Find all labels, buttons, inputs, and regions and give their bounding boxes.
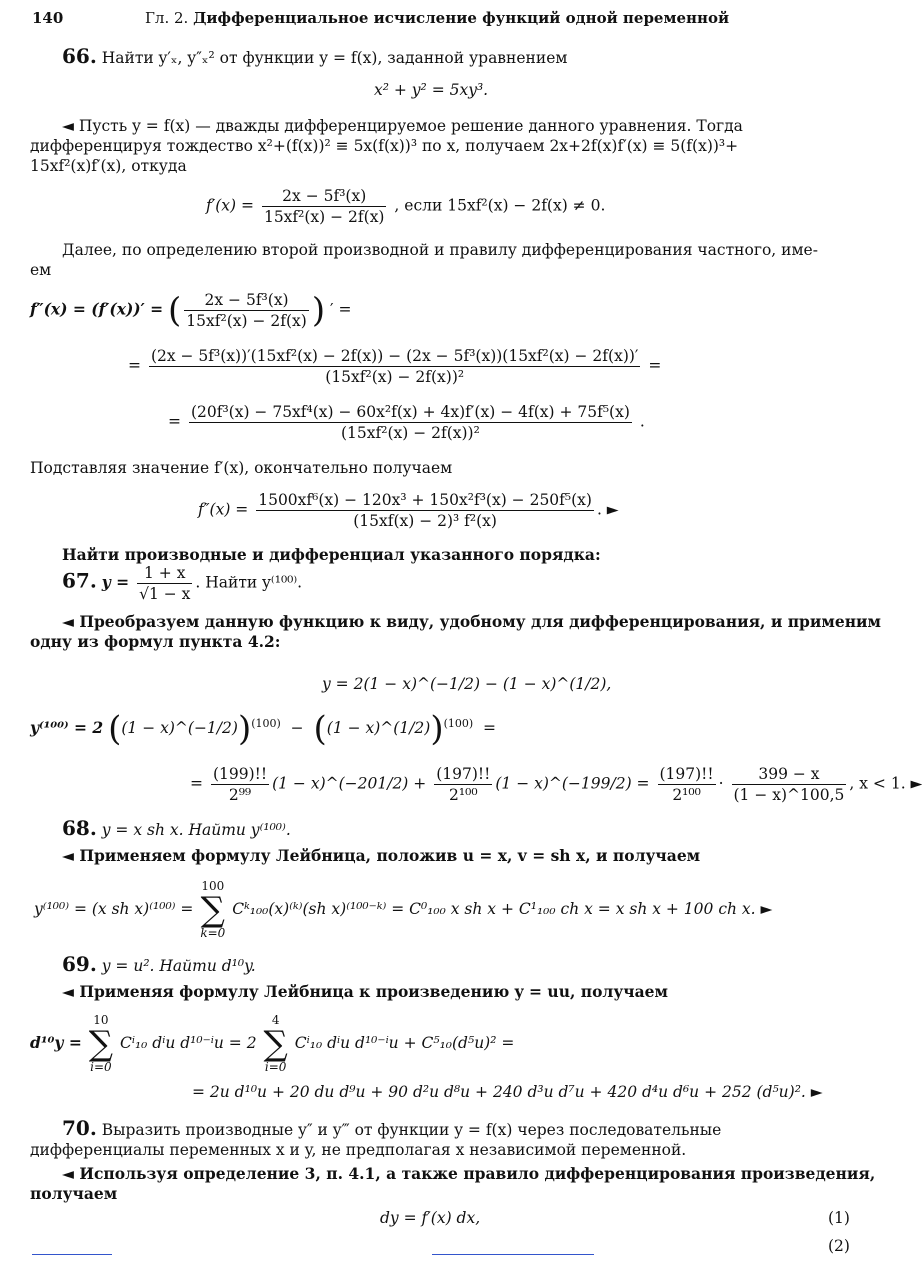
eq-67-1: y = 2(1 − x)^(−1/2) − (1 − x)^(1/2),: [322, 675, 612, 693]
solution-69: ◄ Применяя формулу Лейбница к произведению y = uu, получаем: [62, 982, 668, 1001]
text-second-derivative-cont: ем: [30, 261, 52, 279]
eq-67-3: = $\frac{(199)!!}{\text{2⁹⁹}}$ (1 − x)^(−201/2) + $\frac{(197)!!}{\text{2¹⁰⁰}}$ (1 − x)^(−199/2) = $\frac{(197)!!}{\text{2¹⁰⁰}}$ · $\frac{399 - x}{(1 - x)\^{}100,5}$ , x < 1. ►: [190, 765, 922, 804]
problem-70-statement-1: 70. Выразить производные y″ и y‴ от функции y = f(x) через последовательные: [62, 1116, 722, 1140]
problem-69-statement: 69. y = u². Найти d¹⁰y.: [62, 952, 256, 976]
problem-66-statement: 66. Найти y′ₓ, y″ₓ² от функции y = f(x), заданной уравнением: [62, 44, 568, 68]
solution-66-line-3: 15xf²(x)f′(x), откуда: [30, 157, 187, 175]
solution-70-line-1: ◄ Используя определение 3, п. 4.1, а также правило дифференцирования произведения,: [62, 1164, 876, 1183]
solution-68: ◄ Применяем формулу Лейбница, положив u = x, v = sh x, и получаем: [62, 846, 701, 865]
footer-link-center[interactable]: [432, 1254, 594, 1255]
eq-67-2: y⁽¹⁰⁰⁾ = 2 ((1 − x)^(−1/2))$^{(100)}$ − ((1 − x)^(1/2))$^{(100)}$ =: [30, 709, 497, 749]
solution-67-line-2: одну из формул пункта 4.2:: [30, 632, 281, 651]
solution-67-line-1: ◄ Преобразуем данную функцию к виду, удобному для дифференцирования, и применим: [62, 612, 882, 631]
eq-70-tag-2: (2): [828, 1237, 850, 1255]
page-number: 140: [32, 9, 64, 27]
running-header: Гл. 2. Дифференциальное исчисление функций одной переменной: [145, 9, 730, 27]
text-substitute: Подставляя значение f′(x), окончательно получаем: [30, 459, 453, 477]
eq-68: y⁽¹⁰⁰⁾ = (x sh x)⁽¹⁰⁰⁾ = 100 ∑ k=0 Cᵏ₁₀₀(x)⁽ᵏ⁾(sh x)⁽¹⁰⁰⁻ᵏ⁾ = C⁰₁₀₀ x sh x + C¹₁₀₀ ch x = x sh x + 100 ch x. ►: [34, 879, 773, 940]
footer-link-left[interactable]: [32, 1254, 112, 1255]
solution-66-line-2: дифференцируя тождество x²+(f(x))² ≡ 5x(f(x))³ по x, получаем 2x+2f(x)f′(x) ≡ 5(f(x))³+: [30, 137, 739, 155]
text-second-derivative: Далее, по определению второй производной и правилу дифференцирования частного, име-: [62, 241, 818, 259]
solution-70-line-2: получаем: [30, 1184, 118, 1203]
fprime-formula: f′(x) = $\frac{\text{2x − 5f³(x)}}{\text{15xf²(x) − 2f(x)}}$ , если 15xf²(x) − 2f(x) ≠ 0.: [206, 187, 606, 226]
eq-70-tag-1: (1): [828, 1209, 850, 1227]
problem-70-statement-2: дифференциалы переменных x и y, не предполагая x независимой переменной.: [30, 1141, 687, 1159]
eq-69-2: = 2u d¹⁰u + 20 du d⁹u + 90 d²u d⁸u + 240 d³u d⁷u + 420 d⁴u d⁶u + 252 (d⁵u)². ►: [192, 1083, 823, 1101]
problem-68-statement: 68. y = x sh x. Найти y⁽¹⁰⁰⁾.: [62, 816, 291, 840]
f2-formula-row-1: f″(x) = (f′(x))′ = ( $\frac{\text{2x − 5f³(x)}}{\text{15xf²(x) − 2f(x)}}$ ) ′ =: [30, 290, 352, 331]
f2-formula-row-3: = $\frac{\text{(20f³(x) − 75xf⁴(x) − 60x²f(x) + 4x)f′(x) − 4f(x) + 75f⁵(x)}}{\text{(15xf²(x) − 2f(x))²}}$ .: [168, 403, 645, 442]
eq-70-1: dy = f′(x) dx,: [380, 1209, 481, 1227]
section-intro: Найти производные и дифференциал указанного порядка:: [62, 545, 601, 564]
problem-66-equation: x² + y² = 5xy³.: [374, 81, 489, 99]
solution-66-line-1: ◄ Пусть y = f(x) — дважды дифференцируемое решение данного уравнения. Тогда: [62, 117, 743, 135]
eq-69-1: d¹⁰y = 10 ∑ i=0 Cⁱ₁₀ dⁱu d¹⁰⁻ⁱu = 2 4 ∑ i=0 Cⁱ₁₀ dⁱu d¹⁰⁻ⁱu + C⁵₁₀(d⁵u)² =: [30, 1013, 515, 1074]
f2-formula-row-2: = (2x − 5f³(x))′(15xf²(x) − 2f(x)) − (2x − 5f³(x))(15xf²(x) − 2f(x))′ (15xf²(x) − 2f(x))² =: [128, 347, 662, 386]
final-formula: f″(x) = $\frac{\text{1500xf⁶(x) − 120x³ + 150x²f³(x) − 250f⁵(x)}}{\text{(15xf(x) − 2)³ f²(x)}}$ . ►: [198, 491, 619, 530]
problem-67-statement: 67. y = $\frac{1 + x}{√1 - x}$ . Найти y⁽¹⁰⁰⁾.: [62, 564, 303, 603]
